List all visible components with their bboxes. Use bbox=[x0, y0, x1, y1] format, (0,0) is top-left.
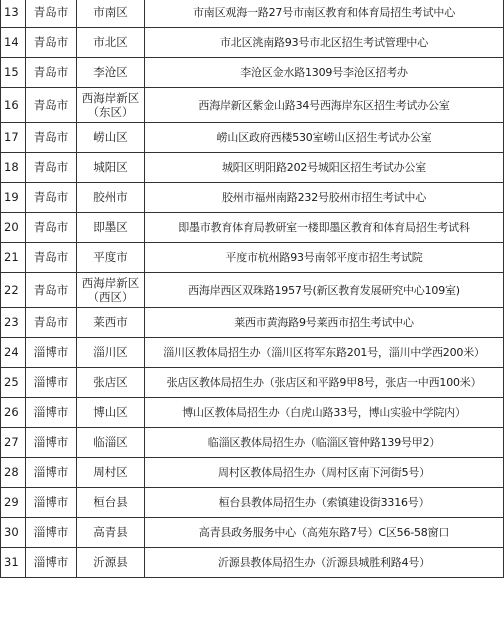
table-row bbox=[1, 338, 504, 368]
table-row bbox=[1, 428, 504, 458]
address-cell: 高青县政务服务中心（高苑东路7号）C区56-58窗口 bbox=[145, 518, 504, 548]
row-number: 25 bbox=[1, 368, 26, 398]
district-cell bbox=[77, 273, 145, 308]
row-number: 14 bbox=[1, 28, 26, 58]
row-number: 28 bbox=[1, 458, 26, 488]
city-cell: 青岛市 bbox=[26, 28, 77, 58]
table-row bbox=[1, 398, 504, 428]
district-cell: 博山区 bbox=[77, 398, 145, 428]
row-number: 15 bbox=[1, 58, 26, 88]
city-cell: 青岛市 bbox=[26, 153, 77, 183]
city-cell: 淄博市 bbox=[26, 338, 77, 368]
row-number: 16 bbox=[1, 88, 26, 123]
district-cell bbox=[77, 88, 145, 123]
row-number: 13 bbox=[1, 0, 26, 28]
district-cell: 胶州市 bbox=[77, 183, 145, 213]
table-row bbox=[1, 308, 504, 338]
table-row bbox=[1, 488, 504, 518]
row-number: 26 bbox=[1, 398, 26, 428]
city-cell: 淄博市 bbox=[26, 368, 77, 398]
city-cell: 青岛市 bbox=[26, 0, 77, 28]
city-cell: 淄博市 bbox=[26, 458, 77, 488]
row-number: 31 bbox=[1, 548, 26, 578]
city-cell: 青岛市 bbox=[26, 243, 77, 273]
row-number: 21 bbox=[1, 243, 26, 273]
district-cell: 莱西市 bbox=[77, 308, 145, 338]
table-row bbox=[1, 548, 504, 578]
table-row bbox=[1, 123, 504, 153]
row-number: 19 bbox=[1, 183, 26, 213]
address-cell: 莱西市黄海路9号莱西市招生考试中心 bbox=[145, 308, 504, 338]
district-cell: 桓台县 bbox=[77, 488, 145, 518]
district-cell: 高青县 bbox=[77, 518, 145, 548]
district-cell: 淄川区 bbox=[77, 338, 145, 368]
table-row bbox=[1, 213, 504, 243]
address-cell: 崂山区政府西楼530室崂山区招生考试办公室 bbox=[145, 123, 504, 153]
address-cell: 张店区教体局招生办（张店区和平路9甲8号，张店一中西100米） bbox=[145, 368, 504, 398]
city-cell: 青岛市 bbox=[26, 273, 77, 308]
table-row bbox=[1, 458, 504, 488]
table-row bbox=[1, 243, 504, 273]
address-cell: 临淄区教体局招生办（临淄区管仲路139号甲2） bbox=[145, 428, 504, 458]
city-cell: 青岛市 bbox=[26, 123, 77, 153]
row-number: 29 bbox=[1, 488, 26, 518]
city-cell: 淄博市 bbox=[26, 398, 77, 428]
table-row bbox=[1, 183, 504, 213]
table-row bbox=[1, 368, 504, 398]
city-cell: 淄博市 bbox=[26, 428, 77, 458]
district-cell: 市南区 bbox=[77, 0, 145, 28]
table-row bbox=[1, 518, 504, 548]
district-cell: 城阳区 bbox=[77, 153, 145, 183]
city-cell: 青岛市 bbox=[26, 183, 77, 213]
district-cell: 沂源县 bbox=[77, 548, 145, 578]
district-cell: 市北区 bbox=[77, 28, 145, 58]
district-cell: 即墨区 bbox=[77, 213, 145, 243]
table-row bbox=[1, 88, 504, 123]
district-line: 西海岸新区 bbox=[81, 91, 140, 105]
row-number: 20 bbox=[1, 213, 26, 243]
city-cell: 淄博市 bbox=[26, 518, 77, 548]
address-cell: 沂源县教体局招生办（沂源县城胜利路4号） bbox=[145, 548, 504, 578]
row-number: 24 bbox=[1, 338, 26, 368]
district-cell: 李沧区 bbox=[77, 58, 145, 88]
table-row bbox=[1, 0, 504, 28]
table-row bbox=[1, 28, 504, 58]
row-number: 18 bbox=[1, 153, 26, 183]
row-number: 22 bbox=[1, 273, 26, 308]
city-cell: 淄博市 bbox=[26, 488, 77, 518]
address-cell: 淄川区教体局招生办（淄川区将军东路201号，淄川中学西200米） bbox=[145, 338, 504, 368]
city-cell: 青岛市 bbox=[26, 88, 77, 123]
table-body bbox=[1, 0, 504, 578]
district-cell: 平度市 bbox=[77, 243, 145, 273]
district-cell: 临淄区 bbox=[77, 428, 145, 458]
row-number: 27 bbox=[1, 428, 26, 458]
city-cell: 青岛市 bbox=[26, 213, 77, 243]
row-number: 17 bbox=[1, 123, 26, 153]
city-cell: 淄博市 bbox=[26, 548, 77, 578]
city-cell: 青岛市 bbox=[26, 308, 77, 338]
district-cell: 周村区 bbox=[77, 458, 145, 488]
district-line: （东区） bbox=[87, 105, 134, 119]
address-cell: 博山区教体局招生办（白虎山路33号，博山实验中学院内） bbox=[145, 398, 504, 428]
address-cell: 周村区教体局招生办（周村区南下河街5号） bbox=[145, 458, 504, 488]
district-cell: 张店区 bbox=[77, 368, 145, 398]
district-line: （西区） bbox=[87, 290, 134, 304]
address-cell: 市北区洮南路93号市北区招生考试管理中心 bbox=[145, 28, 504, 58]
city-cell: 青岛市 bbox=[26, 58, 77, 88]
table-row bbox=[1, 58, 504, 88]
address-cell: 市南区观海一路27号市南区教育和体育局招生考试中心 bbox=[145, 0, 504, 28]
address-cell: 平度市杭州路93号南邻平度市招生考试院 bbox=[145, 243, 504, 273]
address-cell: 李沧区金水路1309号李沧区招考办 bbox=[145, 58, 504, 88]
table-row bbox=[1, 153, 504, 183]
address-cell: 胶州市福州南路232号胶州市招生考试中心 bbox=[145, 183, 504, 213]
row-number: 30 bbox=[1, 518, 26, 548]
address-cell: 即墨市教育体育局教研室一楼即墨区教育和体育局招生考试科 bbox=[145, 213, 504, 243]
district-cell: 崂山区 bbox=[77, 123, 145, 153]
address-cell: 西海岸西区双珠路1957号(新区教育发展研究中心109室) bbox=[145, 273, 504, 308]
row-number: 23 bbox=[1, 308, 26, 338]
address-cell: 西海岸新区紫金山路34号西海岸东区招生考试办公室 bbox=[145, 88, 504, 123]
address-cell: 桓台县教体局招生办（索镇建设街3316号） bbox=[145, 488, 504, 518]
address-cell: 城阳区明阳路202号城阳区招生考试办公室 bbox=[145, 153, 504, 183]
table-row bbox=[1, 273, 504, 308]
district-line: 西海岸新区 bbox=[81, 276, 140, 290]
